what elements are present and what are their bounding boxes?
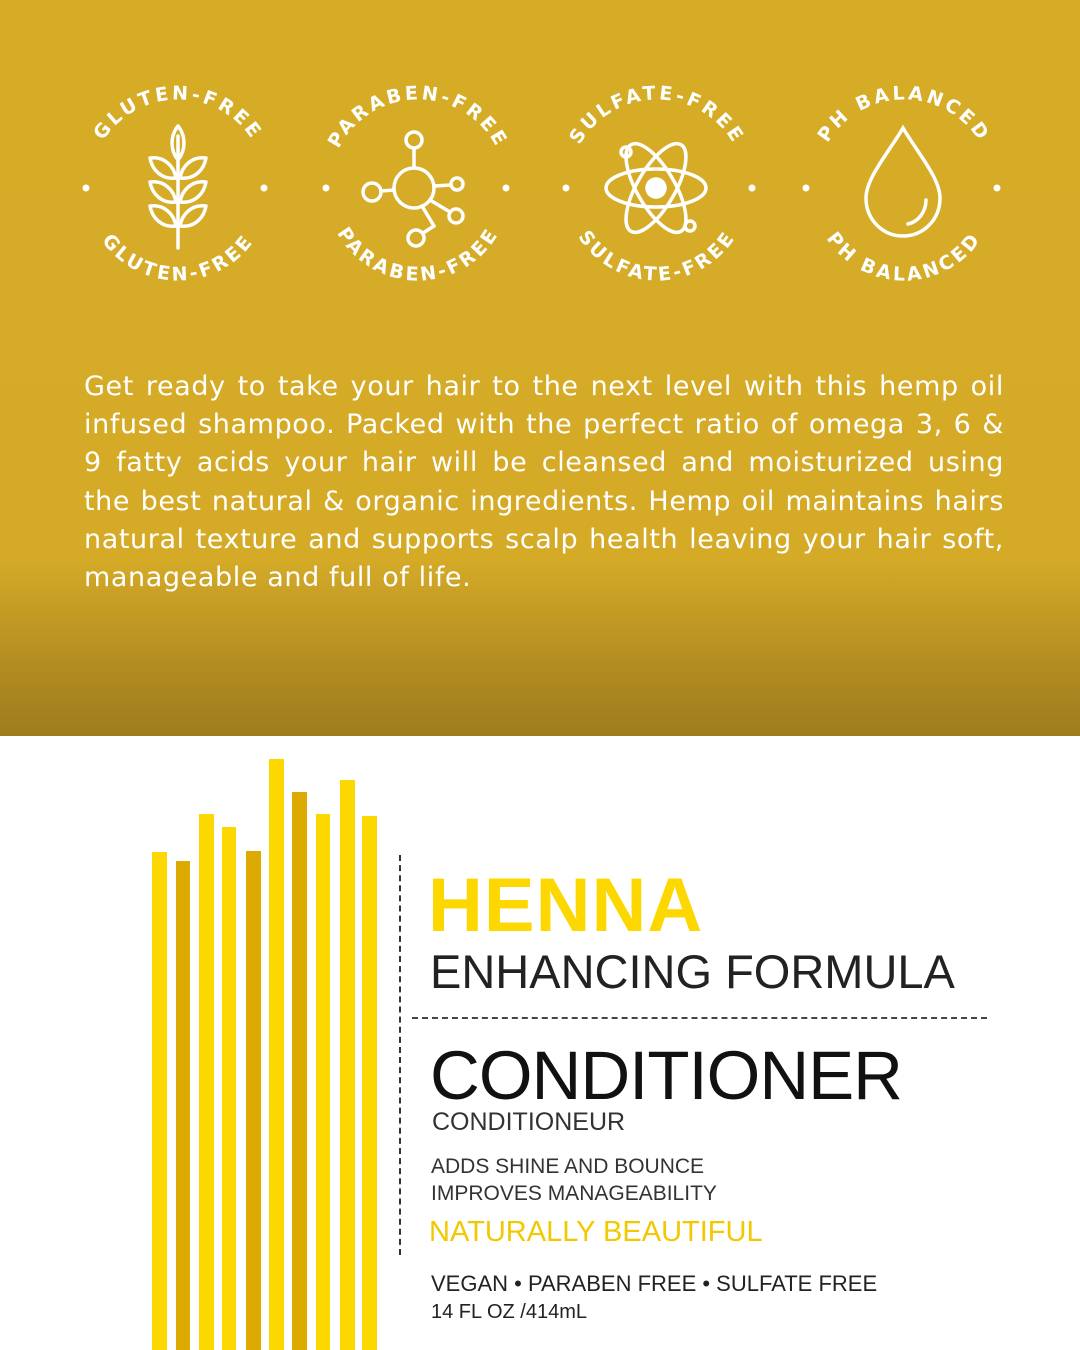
product-size: 14 FL OZ /414mL — [431, 1301, 587, 1323]
badge-row — [0, 0, 1080, 340]
benefit-shine: ADDS SHINE AND BOUNCE — [431, 1155, 705, 1178]
horizontal-dashed-divider — [412, 1017, 987, 1019]
product-name-french: CONDITIONEUR — [432, 1108, 626, 1136]
badge-sulfate-free — [563, 82, 756, 286]
badge-ph-top-text: PH BALANCED — [813, 82, 995, 147]
badge-sulfate-bottom-text: SULFATE-FREE — [573, 226, 741, 286]
badge-paraben-free — [323, 82, 513, 286]
badge-ph-bottom-text: PH BALANCED — [822, 227, 986, 286]
molecule-icon — [363, 132, 463, 246]
wheat-icon — [150, 126, 206, 248]
stripes-graphic — [0, 736, 400, 1350]
attributes-line: VEGAN • PARABEN FREE • SULFATE FREE — [431, 1271, 878, 1296]
vertical-dashed-divider — [399, 855, 401, 1255]
badge-gluten-top-text: GLUTEN-FREE — [89, 82, 267, 144]
brand-name: HENNA — [428, 863, 704, 948]
badge-gluten-free — [83, 82, 268, 286]
badge-paraben-top-text: PARABEN-FREE — [323, 82, 513, 152]
badge-ph-balanced — [803, 82, 1001, 286]
badge-gluten-bottom-text: GLUTEN-FREE — [97, 229, 259, 286]
atom-icon — [606, 135, 706, 241]
product-name: CONDITIONER — [430, 1037, 902, 1114]
badge-paraben-bottom-text: PARABEN-FREE — [332, 223, 504, 286]
benefit-manageability: IMPROVES MANAGEABILITY — [431, 1182, 717, 1205]
badge-sulfate-top-text: SULFATE-FREE — [565, 82, 749, 148]
formula-name: ENHANCING FORMULA — [430, 945, 955, 998]
water-drop-icon — [866, 128, 940, 236]
tagline: NATURALLY BEAUTIFUL — [429, 1216, 763, 1248]
product-description: Get ready to take your hair to the next level with this hemp oil infused shampoo. Packed with the perfect ratio of omega 3, 6 & 9 fatty acids your hair will be cleansed and moisturized using the best natural & organic ingredients. Hemp oil maintains hairs natural texture and supports scalp health leaving your hair soft, manageable and full of life. — [84, 371, 1004, 594]
